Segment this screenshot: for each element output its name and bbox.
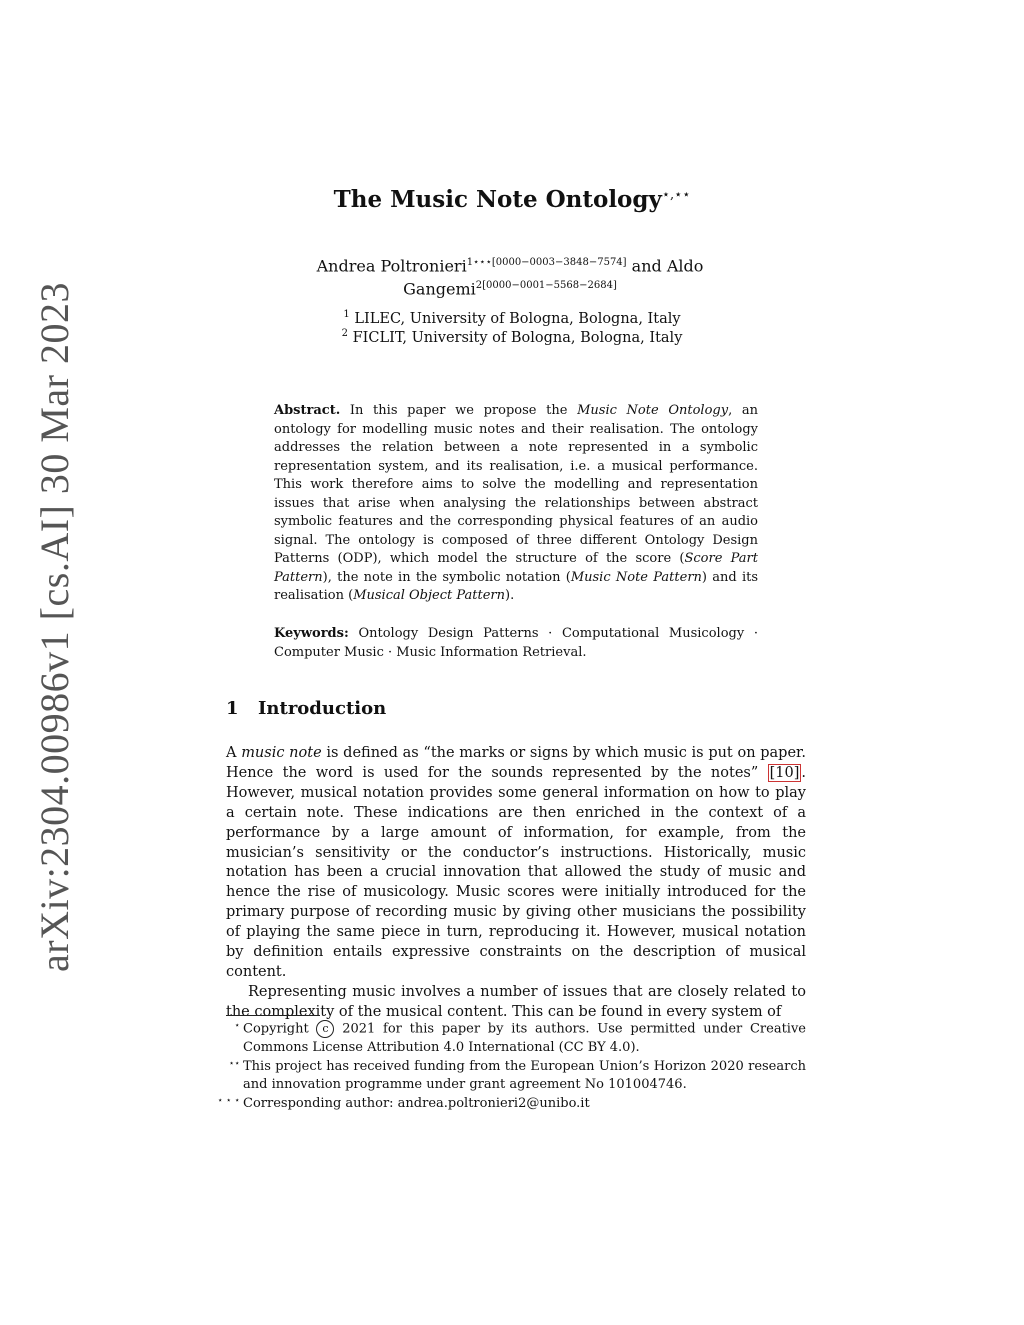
footnotes: [217, 1020, 806, 1113]
paragraph-emphasis: music note: [241, 745, 322, 761]
keywords: [274, 624, 758, 662]
abstract-text: ).: [505, 588, 515, 603]
paragraph-text: is defined as “the marks or signs by which music is put on paper. Hence the word is used for the sounds represented by the notes”: [226, 745, 806, 781]
section-heading: [226, 698, 386, 719]
arxiv-identifier-stamp: arXiv:2304.00986v1 [cs.AI] 30 Mar 2023: [32, 282, 77, 972]
footnote-text: 2021 for this paper by its authors. Use permitted under Creative Commons License Attribution 4.0 International (CC BY 4.0).: [243, 1021, 806, 1055]
abstract-text: ) and its realisation (: [274, 569, 758, 603]
abstract-emphasis: Score Part Pattern: [274, 551, 758, 585]
abstract-text: , an ontology for modelling music notes and their realisation. The ontology addresses the relation between a note represented in a symbolic representation system, and its realisation, i.e. a musical performance. This work therefore aims to solve the modelling and representation issues that arise when analysing the relationships between abstract symbolic features and the corresponding physical features of an audio signal. The ontology is composed of three different Ontology Design Patterns (ODP), which model the structure of the score (: [274, 403, 758, 566]
footnote-text: This project has received funding from the European Union’s Horizon 2020 research and innovation programme under grant agreement No 101004746.: [243, 1058, 806, 1092]
author-name: Gangemi: [403, 279, 476, 299]
paper-title: [0, 186, 1024, 213]
paragraph: Representing music involves a number of issues that are closely related to the complexity of the musical content. This can be found in every system of: [226, 983, 806, 1020]
footnote-text: Corresponding author: andrea.poltronieri2@unibo.it: [243, 1095, 590, 1111]
footnote: [226, 1020, 806, 1058]
paper-title-text: The Music Note Ontology: [333, 186, 662, 213]
footnote-text: Copyright: [243, 1021, 317, 1037]
paragraph: [226, 744, 806, 983]
keywords-label: Keywords:: [274, 626, 349, 641]
paragraph-text: A: [226, 745, 242, 761]
paragraph-text: . However, musical notation provides some general information on how to play a certain note. These indications are then enriched in the context of a performance by a large amount of information, for example, from the musician’s sensitivity or the conductor’s instructions. Historically, music notation has been a crucial innovation that allowed the study of music and hence the rise of musicology. Music scores were initially introduced for the primary purpose of recording music by giving other musicians the possibility of playing the same piece in turn, reproducing it. However, musical notation by definition entails expressive constraints on the description of musical content.: [226, 764, 806, 980]
affiliation-number: 1: [343, 309, 350, 320]
abstract: [274, 402, 758, 606]
section-title: Introduction: [258, 698, 387, 719]
author-name: Andrea Poltronieri: [316, 256, 467, 276]
citation-link[interactable]: [10]: [769, 764, 800, 781]
abstract-text: In this paper we propose the: [349, 403, 578, 418]
abstract-text: ), the note in the symbolic notation (: [322, 569, 571, 585]
footnote: [226, 1058, 806, 1095]
footnote-mark: ⋆: [234, 1021, 240, 1031]
affiliation-text: LILEC, University of Bologna, Bologna, Italy: [354, 310, 681, 327]
author-orcid: 1⋆⋆⋆[0000−0003−3848−7574]: [466, 257, 627, 268]
affiliation: [0, 328, 1024, 346]
title-footnote-marks: ⋆,⋆⋆: [661, 187, 691, 203]
footnote-mark: ⋆ ⋆ ⋆: [217, 1095, 240, 1106]
copyright-icon: c: [316, 1020, 334, 1038]
abstract-emphasis: Music Note Ontology: [577, 403, 729, 418]
affiliation-text: FICLIT, University of Bologna, Bologna, Italy: [352, 329, 683, 346]
footnote: [217, 1095, 806, 1114]
abstract-emphasis: Musical Object Pattern: [353, 588, 506, 603]
affiliation: [0, 309, 1024, 327]
body-text: [226, 744, 806, 1023]
author-connector: and Aldo: [626, 256, 704, 276]
footnote-mark: ⋆⋆: [228, 1058, 240, 1069]
affiliation-number: 2: [341, 328, 348, 339]
keywords-text: Ontology Design Patterns · Computational Musicology · Computer Music · Music Information Retrieval.: [274, 626, 758, 660]
author-list: [300, 253, 720, 300]
abstract-emphasis: Music Note Pattern: [570, 569, 702, 585]
author-orcid: 2[0000−0001−5568−2684]: [475, 280, 617, 292]
footnote-rule: [226, 1015, 320, 1016]
abstract-label: Abstract.: [274, 403, 341, 418]
section-number: 1: [226, 698, 239, 719]
